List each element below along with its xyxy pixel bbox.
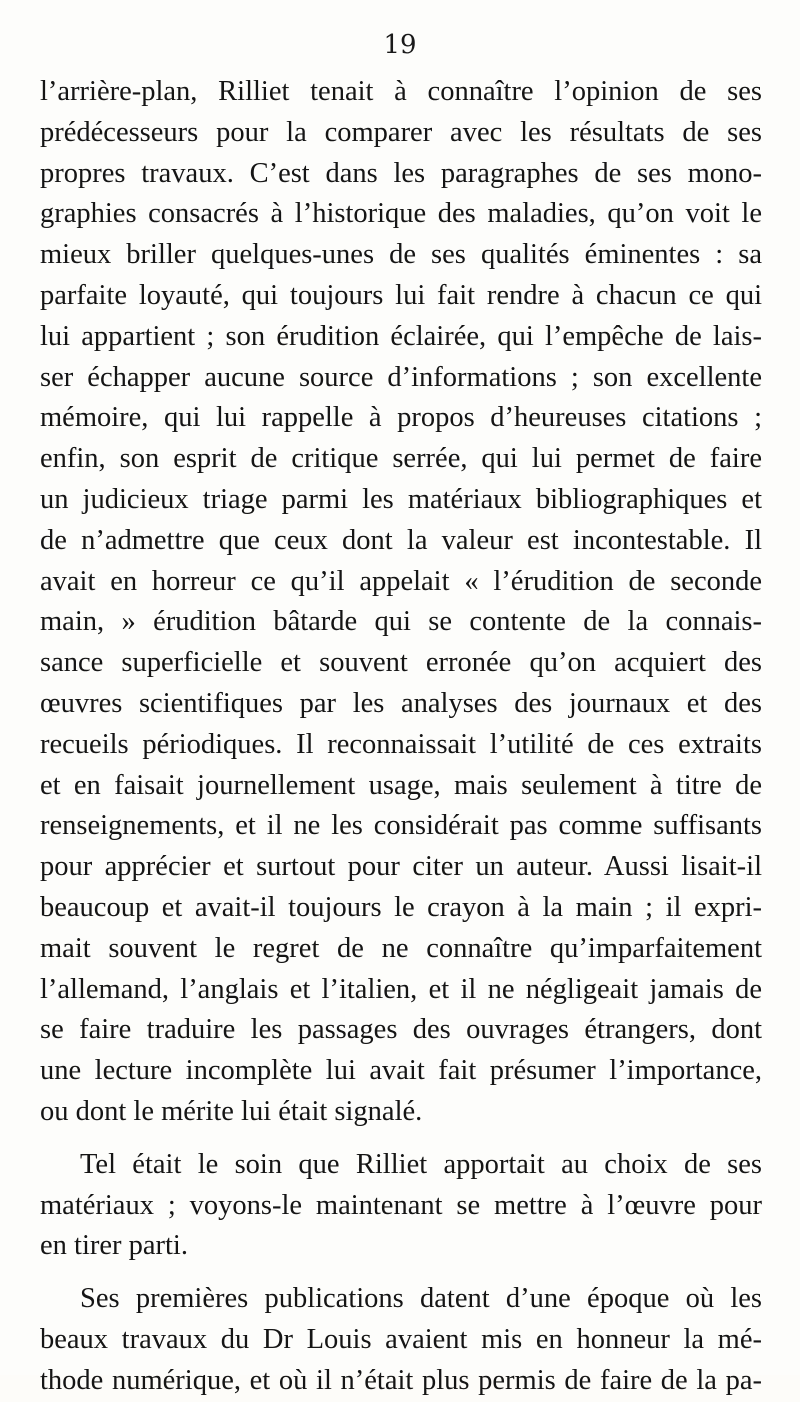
paragraph [40, 1279, 762, 1401]
page-number: 19 [383, 30, 417, 60]
text-line: un judicieux triage parmi les matériaux bibliographiques et [40, 483, 762, 515]
text-line: ou dont le mérite lui était signalé. [40, 1095, 423, 1127]
text-line: pour apprécier et surtout pour citer un auteur. Aussi lisait-il [40, 851, 762, 883]
text-line: beaucoup et avait-il toujours le crayon à la main ; il expri- [40, 891, 762, 923]
text-line: en tirer parti. [40, 1230, 188, 1262]
text-line: parfaite loyauté, qui toujours lui fait rendre à chacun ce qui [40, 279, 762, 311]
text-line: recueils périodiques. Il reconnaissait l’utilité de ces extraits [40, 728, 762, 760]
text-line: sance superficielle et souvent erronée qu’on acquiert des [40, 647, 762, 679]
paragraph [40, 1145, 762, 1267]
text-line: propres travaux. C’est dans les paragraphes de ses mono- [40, 157, 762, 189]
text-line: mait souvent le regret de ne connaître qu’imparfaitement [40, 932, 762, 964]
text-line: ser échapper aucune source d’informations ; son excellente [40, 361, 762, 393]
text-line: l’arrière-plan, Rilliet tenait à connaître l’opinion de ses [40, 76, 762, 107]
text-line: beaux travaux du Dr Louis avaient mis en honneur la mé- [40, 1323, 762, 1355]
text-line: lui appartient ; son érudition éclairée, qui l’empêche de lais- [40, 320, 762, 352]
text-line: renseignements, et il ne les considérait pas comme suffisants [40, 810, 762, 842]
text-line: main, » érudition bâtarde qui se contente de la connais- [40, 606, 762, 638]
body-text [40, 72, 762, 1402]
text-line: Tel était le soin que Rilliet apportait au choix de ses [80, 1148, 762, 1180]
text-line: mieux briller quelques-unes de ses qualités éminentes : sa [40, 239, 762, 271]
text-line: avait en horreur ce qu’il appelait « l’érudition de seconde [40, 565, 762, 597]
text-line: l’allemand, l’anglais et l’italien, et il ne négligeait jamais de [40, 973, 762, 1005]
text-line: enfin, son esprit de critique serrée, qui lui permet de faire [40, 443, 762, 475]
text-line: prédécesseurs pour la comparer avec les résultats de ses [40, 116, 762, 148]
text-line: une lecture incomplète lui avait fait présumer l’importance, [40, 1055, 762, 1087]
text-line: et en faisait journellement usage, mais seulement à titre de [40, 769, 762, 801]
text-line: mémoire, qui lui rappelle à propos d’heureuses citations ; [40, 402, 762, 434]
paragraph [40, 72, 762, 1133]
text-line: matériaux ; voyons-le maintenant se mettre à l’œuvre pour [40, 1189, 762, 1221]
text-line: œuvres scientifiques par les analyses des journaux et des [40, 687, 762, 719]
text-line: Ses premières publications datent d’une époque où les [80, 1283, 762, 1315]
text-line: se faire traduire les passages des ouvrages étrangers, dont [40, 1014, 762, 1046]
text-line: de n’admettre que ceux dont la valeur est incontestable. Il [40, 524, 762, 556]
text-line: thode numérique, et où il n’était plus permis de faire de la pa- [40, 1364, 762, 1396]
text-line: graphies consacrés à l’historique des maladies, qu’on voit le [40, 198, 762, 230]
